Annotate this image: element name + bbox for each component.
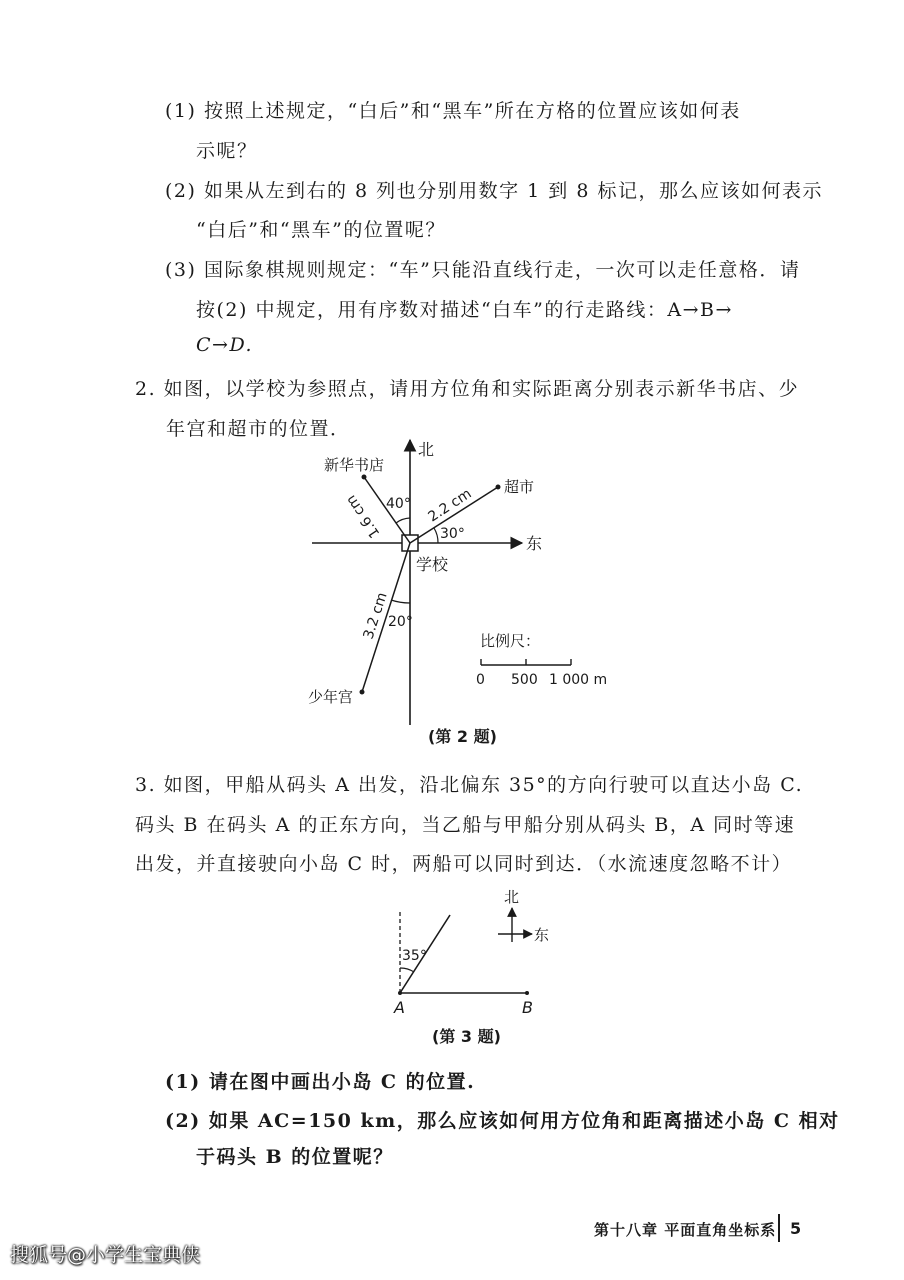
bookstore-angle: 40°: [386, 496, 411, 512]
supermarket-angle-arc: [434, 528, 438, 543]
q2-caption: (第 2 题): [428, 727, 497, 746]
q3-line2: 码头 B 在码头 A 的正东方向，当乙船与甲船分别从码头 B，A 同时等速: [135, 814, 796, 836]
supermarket-distance: 2.2 cm: [425, 485, 475, 526]
q1-part1-line2: 示呢？: [196, 140, 258, 162]
q1-part2-line2: “白后”和“黑车”的位置呢？: [196, 219, 446, 241]
q1-part2-line1: (2) 如果从左到右的 8 列也分别用数字 1 到 8 标记，那么应该如何表示: [165, 180, 823, 202]
q2-figure: [0, 430, 904, 730]
footer-divider: [778, 1214, 780, 1242]
compass-east-label: 东: [534, 926, 550, 944]
compass-north-label: 北: [504, 888, 520, 906]
q3-sub2-line2: 于码头 B 的位置呢？: [196, 1146, 394, 1168]
youth-palace-distance: 3.2 cm: [360, 590, 391, 642]
q2-line2: 年宫和超市的位置．: [166, 418, 351, 440]
q3-line1: 3. 如图，甲船从码头 A 出发，沿北偏东 35°的方向行驶可以直达小岛 C.: [135, 774, 804, 796]
bookstore-angle-arc: [396, 518, 410, 523]
supermarket-angle: 30°: [440, 526, 465, 542]
supermarket-point: [496, 485, 501, 490]
school-label: 学校: [416, 555, 449, 574]
point-b-dot: [525, 991, 529, 995]
bookstore-distance: 1.6 cm: [343, 491, 384, 541]
q1-part3-line2: 按(2) 中规定，用有序数对描述“白车”的行走路线：A→B→: [196, 299, 733, 321]
q2-east-label: 东: [526, 534, 543, 553]
page-number: 5: [790, 1219, 802, 1238]
bookstore-point: [362, 475, 367, 480]
q1-part3-line3: C→D.: [196, 334, 254, 356]
supermarket-label: 超市: [504, 478, 535, 496]
point-b-label: B: [522, 998, 533, 1017]
youth-palace-label: 少年宫: [308, 688, 354, 706]
youth-palace-angle: 20°: [388, 614, 413, 630]
q3-caption: (第 3 题): [432, 1027, 501, 1046]
q3-figure: [0, 880, 904, 1020]
scale-500: 500: [511, 672, 538, 688]
watermark: 搜狐号@小学生宝典侠: [10, 1244, 201, 1266]
q3-sub1: (1) 请在图中画出小岛 C 的位置.: [165, 1071, 476, 1093]
angle-label: 35°: [402, 948, 427, 964]
scale-0: 0: [476, 672, 485, 688]
q3-line3: 出发，并直接驶向小岛 C 时，两船可以同时到达．（水流速度忽略不计）: [135, 853, 793, 875]
angle-arc: [400, 968, 414, 972]
q3-sub2-line1: (2) 如果 AC=150 km，那么应该如何用方位角和距离描述小岛 C 相对: [165, 1110, 840, 1132]
chapter-title: 第十八章 平面直角坐标系: [594, 1221, 777, 1239]
q2-north-label: 北: [418, 440, 435, 459]
q2-line1: 2. 如图，以学校为参照点，请用方位角和实际距离分别表示新华书店、少: [135, 378, 800, 400]
scale-label: 比例尺：: [480, 632, 541, 650]
point-a-label: A: [394, 998, 405, 1017]
youth-palace-angle-arc: [391, 600, 410, 603]
scale-1000: 1 000 m: [549, 672, 608, 688]
youth-palace-point: [360, 690, 365, 695]
point-a-dot: [398, 991, 402, 995]
q1-part3-line1: (3) 国际象棋规则规定：“车”只能沿直线行走，一次可以走任意格．请: [165, 259, 801, 281]
q1-part1-line1: (1) 按照上述规定，“白后”和“黑车”所在方格的位置应该如何表: [165, 100, 741, 122]
bookstore-label: 新华书店: [324, 456, 385, 474]
